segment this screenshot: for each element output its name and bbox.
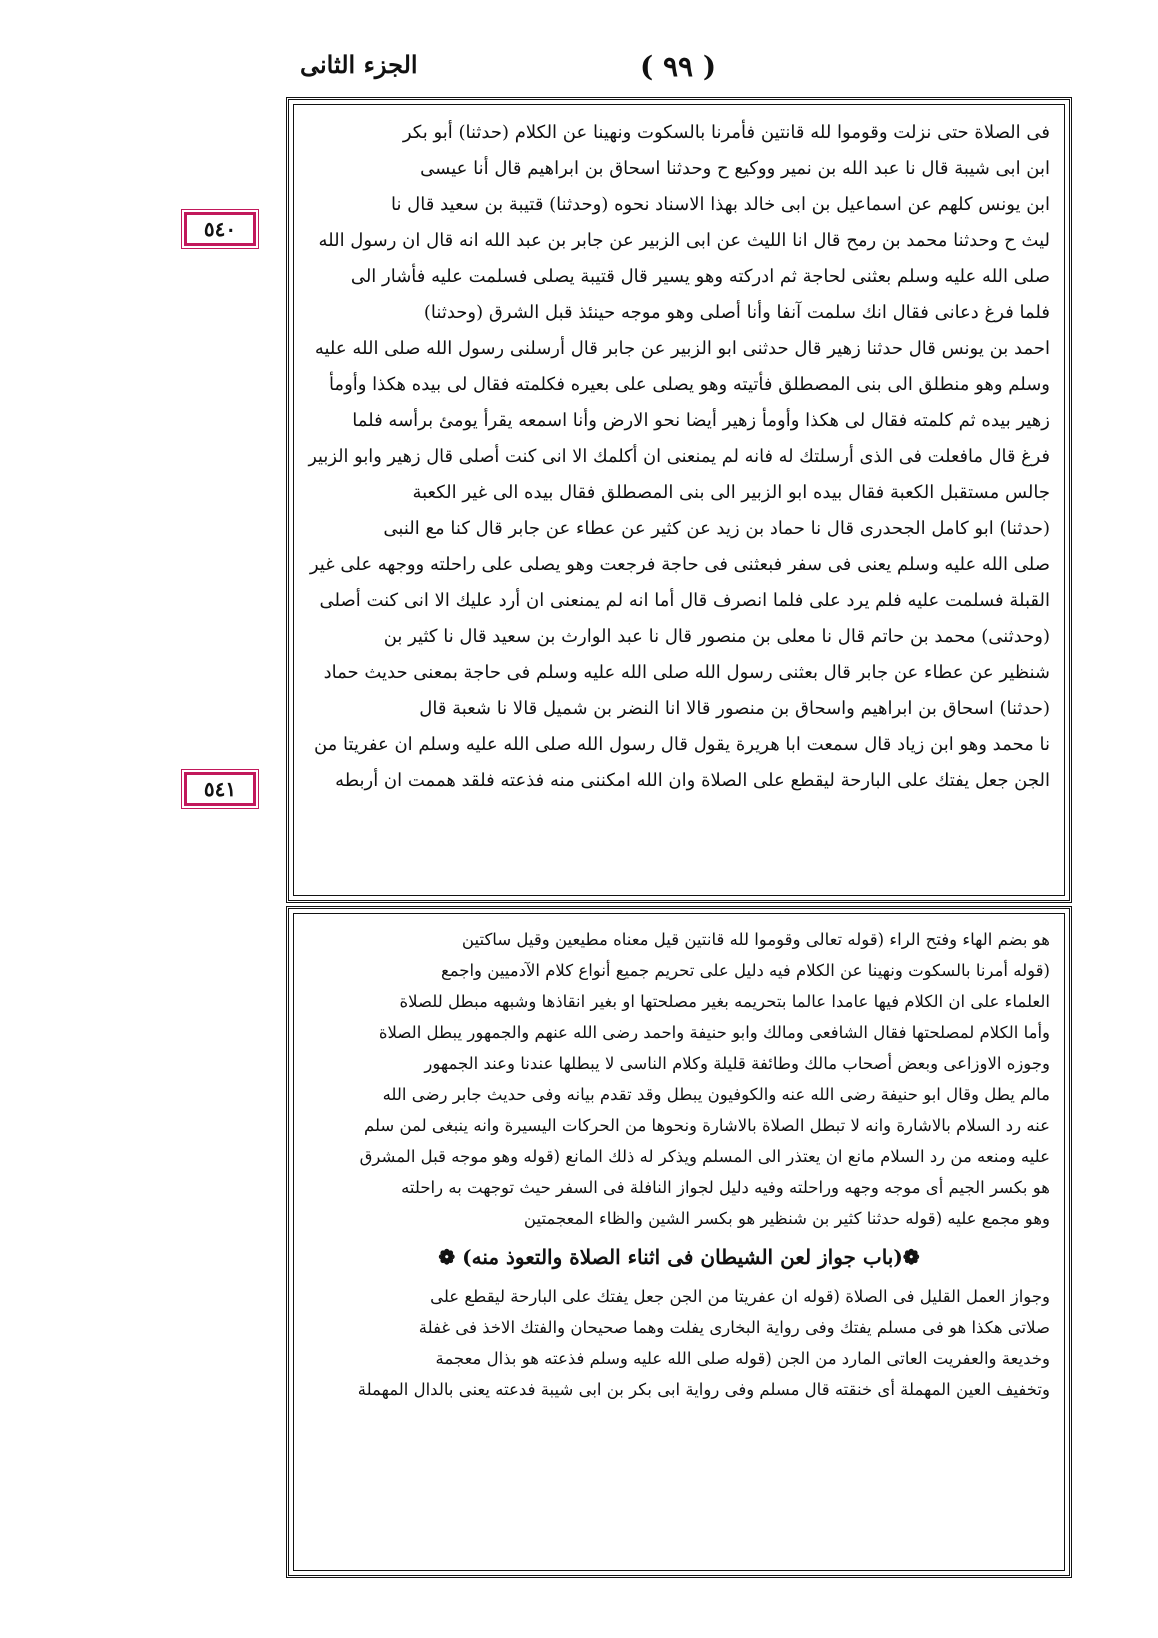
- commentary-line: مالم يطل وقال ابو حنيفة رضى الله عنه والكوفيون يبطل وقد تقدم بيانه وفى حديث جابر رضى الله: [382, 1085, 1050, 1104]
- main-line: وسلم وهو منطلق الى بنى المصطلق فأتيته وهو يصلى على بعيره فكلمته فقال لى بيده هكذا وأومأ: [328, 374, 1050, 395]
- main-line: زهير بيده ثم كلمته فقال لى هكذا وأومأ زهير أيضا نحو الارض وأنا اسمعه يقرأ يومئ برأسه فلما: [352, 410, 1050, 431]
- commentary-line: وجوزه الاوزاعى وبعض أصحاب مالك وطائفة قليلة وكلام الناسى لا يبطلها عندنا وعند الجمهور: [424, 1054, 1050, 1073]
- page-number: ( ٩٩ ): [640, 50, 717, 83]
- main-line: جالس مستقبل الكعبة فقال بيده ابو الزبير الى بنى المصطلق فقال بيده الى غير الكعبة: [412, 482, 1050, 503]
- hadith-number-541: ٥٤١: [184, 772, 256, 806]
- commentary-frame: [286, 906, 1072, 1578]
- volume-title: الجزء الثانى: [300, 50, 418, 79]
- main-line: (حدثنا) اسحاق بن ابراهيم واسحاق بن منصور قالا انا النضر بن شميل قالا نا شعبة قال: [419, 698, 1050, 719]
- commentary-text: [293, 913, 1065, 1571]
- main-line: (وحدثنى) محمد بن حاتم قال نا معلى بن منصور قال نا عبد الوارث بن سعيد قال نا كثير بن: [383, 626, 1050, 647]
- hadith-number-540: ٥٤٠: [184, 212, 256, 246]
- commentary-line: (قوله أمرنا بالسكوت ونهينا عن الكلام فيه دليل على تحريم جميع أنواع كلام الآدميين واجمع: [440, 961, 1050, 980]
- main-line: فرغ قال مافعلت فى الذى أرسلتك له فانه لم يمنعنى ان أكلمك الا انى كنت أصلى قال زهير وابو الزبير: [308, 446, 1050, 467]
- main-line: صلى الله عليه وسلم بعثنى لحاجة ثم ادركته وهو يسير قال قتيبة يصلى فسلمت عليه فأشار الى: [350, 266, 1050, 287]
- main-line: صلى الله عليه وسلم يعنى فى سفر فبعثنى فى حاجة فرجعت وهو يصلى على راحلته ووجهه على غير: [309, 554, 1050, 575]
- main-line: شنظير عن عطاء عن جابر قال بعثنى رسول الله صلى الله عليه وسلم فى حاجة بمعنى حديث حماد: [323, 662, 1050, 683]
- main-line: الجن جعل يفتك على البارحة ليقطع على الصلاة وان الله امكننى منه فذعته فلقد هممت ان أربطه: [335, 770, 1050, 791]
- chapter-title: ❁(باب جواز لعن الشيطان فى اثناء الصلاة والتعوذ منه) ❁: [438, 1245, 920, 1269]
- main-text-frame: [286, 97, 1072, 903]
- main-line: فى الصلاة حتى نزلت وقوموا لله قانتين فأمرنا بالسكوت ونهينا عن الكلام (حدثنا) أبو بكر: [402, 122, 1050, 143]
- main-line: ابن ابى شيبة قال نا عبد الله بن نمير ووكيع ح وحدثنا اسحاق بن ابراهيم قال أنا عيسى: [420, 158, 1050, 179]
- commentary-line: وأما الكلام لمصلحتها فقال الشافعى ومالك وابو حنيفة واحمد رضى الله عنهم والجمهور يبطل الصلاة: [378, 1023, 1050, 1042]
- commentary-line: عنه رد السلام بالاشارة وانه لا تبطل الصلاة بالاشارة ونحوها من الحركات اليسيرة وانه ينبغى لمن سلم: [363, 1116, 1050, 1135]
- main-line: ليث ح وحدثنا محمد بن رمح قال انا الليث عن ابى الزبير عن جابر بن عبد الله انه قال ان رسول الله: [318, 230, 1050, 251]
- commentary-line: هو بكسر الجيم أى موجه وجهه وراحلته وفيه دليل لجواز النافلة فى السفر حيث توجهت به راحلته: [401, 1178, 1050, 1197]
- commentary-line: وتخفيف العين المهملة أى خنقته قال مسلم وفى رواية ابى بكر بن ابى شيبة فدعته يعنى بالدال المهملة: [357, 1380, 1050, 1399]
- commentary-line: العلماء على ان الكلام فيها عامدا عالما بتحريمه بغير مصلحتها او بغير انقاذها وشبهه مبطل للصلاة: [399, 992, 1050, 1011]
- commentary-line: صلاتى هكذا هو فى مسلم يفتك وفى رواية البخارى يفلت وهما صحيحان والفتك الاخذ فى غفلة: [418, 1318, 1050, 1337]
- main-line: (حدثنا) ابو كامل الجحدرى قال نا حماد بن زيد عن كثير عن عطاء عن جابر قال كنا مع النبى: [383, 518, 1050, 539]
- commentary-line: وجواز العمل القليل فى الصلاة (قوله ان عفريتا من الجن جعل يفتك على البارحة ليقطع على: [430, 1287, 1050, 1306]
- commentary-line: وخديعة والعفريت العاتى المارد من الجن (قوله صلى الله عليه وسلم فذعته هو بذال معجمة: [435, 1349, 1050, 1368]
- main-line: فلما فرغ دعانى فقال انك سلمت آنفا وأنا أصلى وهو موجه حينئذ قبل الشرق (وحدثنا): [423, 302, 1050, 323]
- main-line: ابن يونس كلهم عن اسماعيل بن ابى خالد بهذا الاسناد نحوه (وحدثنا) قتيبة بن سعيد قال نا: [390, 194, 1050, 215]
- main-line: القبلة فسلمت عليه فلم يرد على فلما انصرف قال أما انه لم يمنعنى ان أرد عليك الا انى كنت أصلى: [319, 590, 1050, 611]
- main-line: احمد بن يونس قال حدثنا زهير قال حدثنى ابو الزبير عن جابر قال أرسلنى رسول الله صلى الله عليه: [314, 338, 1050, 359]
- commentary-line: عليه ومنعه من رد السلام مانع ان يعتذر الى المسلم ويذكر له ذلك المانع (قوله وهو موجه قبل المشرق: [359, 1147, 1050, 1166]
- main-line: نا محمد وهو ابن زياد قال سمعت ابا هريرة يقول قال رسول الله صلى الله عليه وسلم ان عفريتا من: [313, 734, 1050, 755]
- commentary-line: وهو مجمع عليه (قوله حدثنا كثير بن شنظير هو بكسر الشين والظاء المعجمتين: [523, 1209, 1050, 1228]
- commentary-line: هو بضم الهاء وفتح الراء (قوله تعالى وقوموا لله قانتين قيل معناه مطيعين وقيل ساكتين: [461, 930, 1050, 949]
- main-text: [293, 104, 1065, 896]
